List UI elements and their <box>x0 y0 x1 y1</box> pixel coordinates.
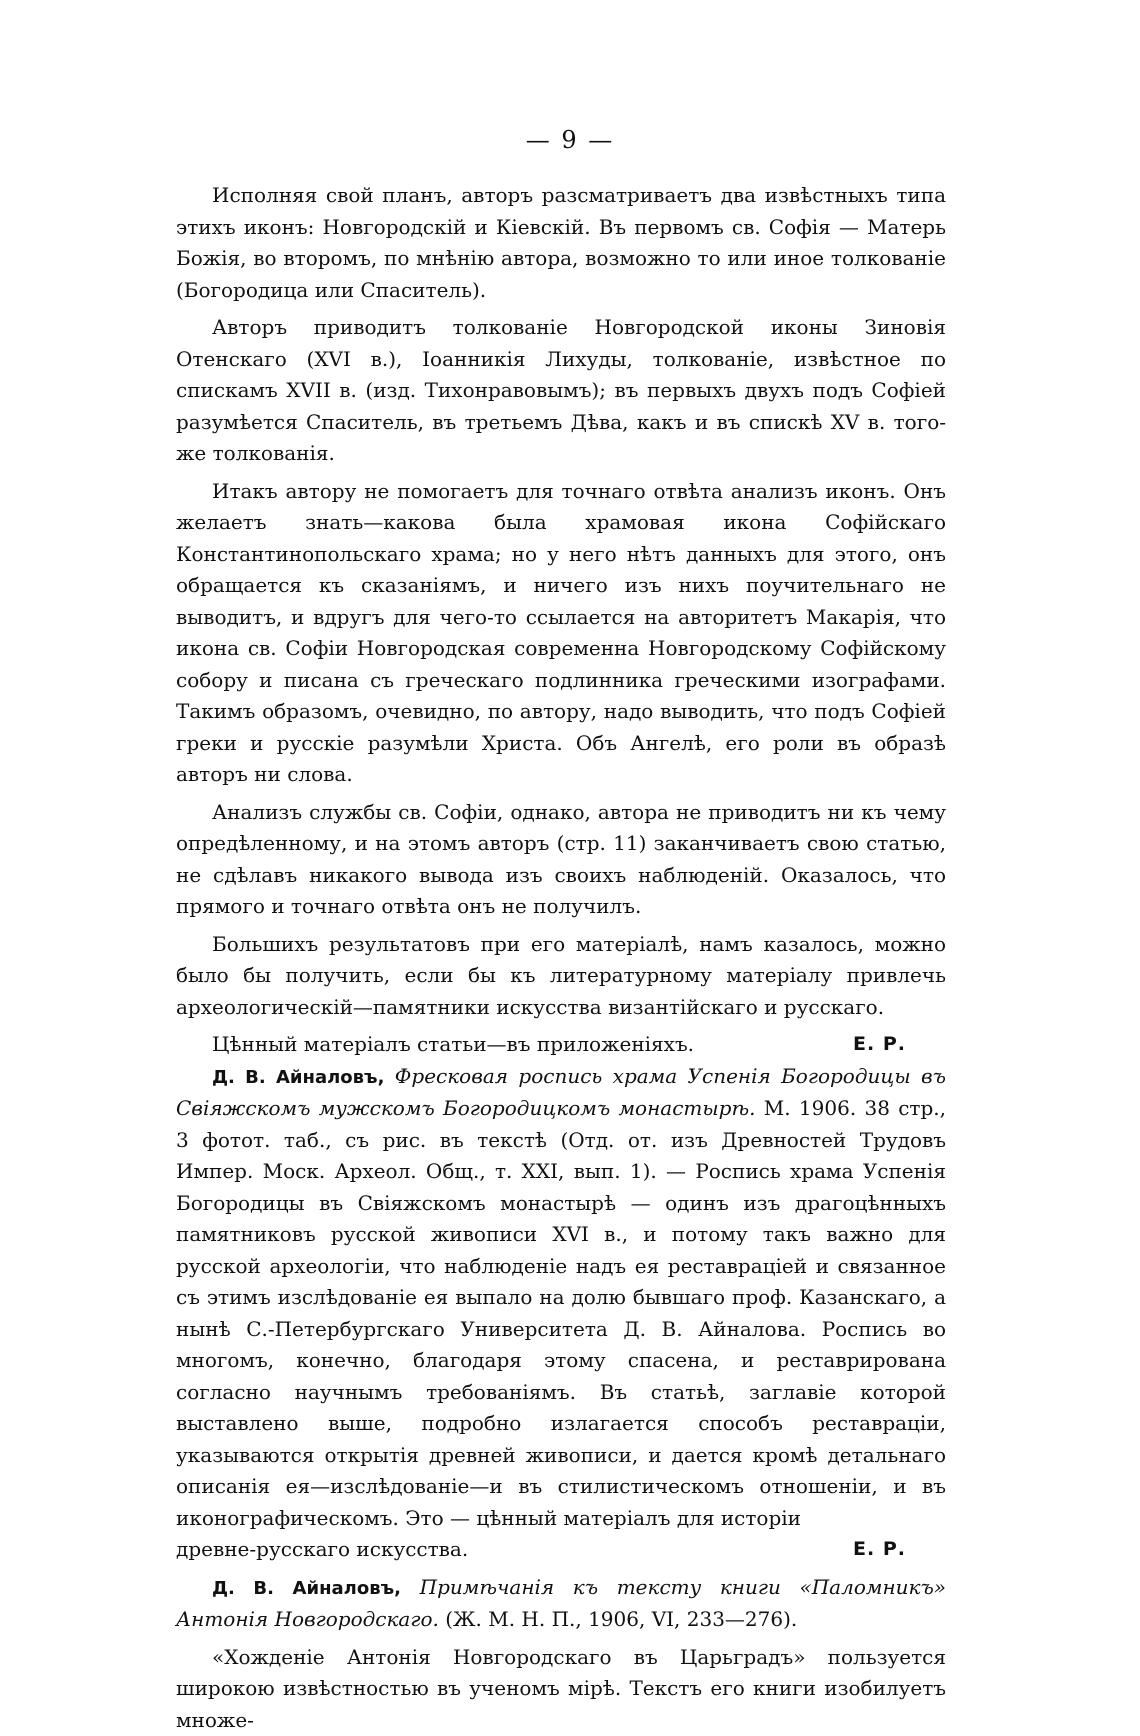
entry-title: Фресковая роспись храма Успенія Богородицы въ Свіяжскомъ мужскомъ Богородицкомъ монастырѣ. <box>176 1064 946 1121</box>
reviewer-signature: Е. Р. <box>853 1029 906 1061</box>
page-body <box>176 180 946 1736</box>
paragraph-antony-pilgrimage: «Хожденіе Антонія Новгородскаго въ Царьградъ» пользуется широкою извѣстностью въ ученомъ мірѣ. Текстъ его книги изобилуетъ множе- <box>176 1642 946 1736</box>
paragraph-types-of-icons: Исполняя свой планъ, авторъ разсматриваетъ два извѣстныхъ типа этихъ иконъ: Новгородскій и Кіевскій. Въ первомъ св. Софія — Матерь Божія, во второмъ, по мнѣнію автора, возможно то или иное толкованіе (Богородица или Спаситель). <box>176 180 946 306</box>
entry-title: Примѣчанія къ тексту книги «Паломникъ» Антонія Новгородскаго. <box>176 1575 946 1632</box>
entry-details: М. 1906. 38 стр., 3 фотот. таб., съ рис. въ текстѣ (Отд. от. изъ Древностей Трудовъ Импер. Моск. Археол. Общ., т. XXI, вып. 1). — Роспись храма Успенія Богородицы въ Свіяжскомъ монастырѣ — одинъ изъ драгоцѣнныхъ памятниковъ русской живописи XVI в., и потому такъ важно для русской археологіи, что наблюденіе надъ ея реставраціей и связанное съ этимъ изслѣдованіе ея выпало на долю бывшаго проф. Казанскаго, а нынѣ С.-Петербургскаго Университета Д. В. Айналова. Роспись во многомъ, конечно, благодаря этому спасена, и реставрирована согласно научнымъ требованіямъ. Въ статьѣ, заглавіе которой выставлено выше, подробно излагается способъ реставраціи, указываются открытія древней живописи, и дается кромѣ детальнаго описанія ея—изслѣдованіе—и въ стилистическомъ отношеніи, и въ иконографическомъ. Это — цѣнный матеріалъ для исторіи <box>176 1096 946 1530</box>
reviewer-signature: Е. Р. <box>853 1534 946 1566</box>
paragraph-interpretations: Авторъ приводитъ толкованіе Новгородской иконы Зиновія Отенскаго (XVI в.), Іоанникія Лихуды, толкованіе, извѣстное по спискамъ XVII в. (изд. Тихонравовымъ); въ первыхъ двухъ подъ Софіей разумѣется Спаситель, въ третьемъ Дѣва, какъ и въ спискѣ XV в. того-же толкованія. <box>176 312 946 470</box>
entry-author: Д. В. Айналовъ, <box>212 1067 384 1088</box>
entry-closing-text: древне-русскаго искусства. <box>176 1534 468 1566</box>
paragraph-analysis-of-icons: Итакъ автору не помогаетъ для точнаго отвѣта анализъ иконъ. Онъ желаетъ знать—какова была храмовая икона Софійскаго Константинопольскаго храма; но у него нѣтъ данныхъ для этого, онъ обращается къ сказаніямъ, и ничего изъ нихъ поучительнаго не выводитъ, и вдругъ для чего-то ссылается на авторитетъ Макарія, что икона св. Софіи Новгородская современна Новгородскому Софійскому собору и писана съ греческаго подлинника греческими изографами. Такимъ образомъ, очевидно, по автору, надо выводить, что подъ Софіей греки и русскіе разумѣли Христа. Объ Ангелѣ, его роли въ образѣ авторъ ни слова. <box>176 476 946 791</box>
paragraph-service-analysis: Анализъ службы св. Софіи, однако, автора не приводитъ ни къ чему опредѣленному, и на этомъ авторъ (стр. 11) заканчиваетъ свою статью, не сдѣлавъ никакого вывода изъ своихъ наблюденій. Оказалось, что прямого и точнаго отвѣта онъ не получилъ. <box>176 797 946 923</box>
valuable-material-line <box>176 1029 946 1061</box>
bibliography-entry-notes <box>176 1572 946 1636</box>
entry-details: (Ж. М. Н. П., 1906, VI, 233—276). <box>445 1607 797 1631</box>
paragraph-results: Большихъ результатовъ при его матеріалѣ, намъ казалось, можно было бы получить, если бы къ литературному матеріалу привлечь археологическій—памятники искусства византійскаго и русскаго. <box>176 929 946 1024</box>
entry-frescoes-closing-line <box>176 1534 946 1566</box>
entry-author: Д. В. Айналовъ, <box>212 1578 401 1599</box>
page-number: — 9 — <box>0 126 1140 154</box>
bibliography-entry-frescoes <box>176 1061 946 1535</box>
valuable-material-text: Цѣнный матеріалъ статьи—въ приложеніяхъ. <box>212 1029 694 1061</box>
